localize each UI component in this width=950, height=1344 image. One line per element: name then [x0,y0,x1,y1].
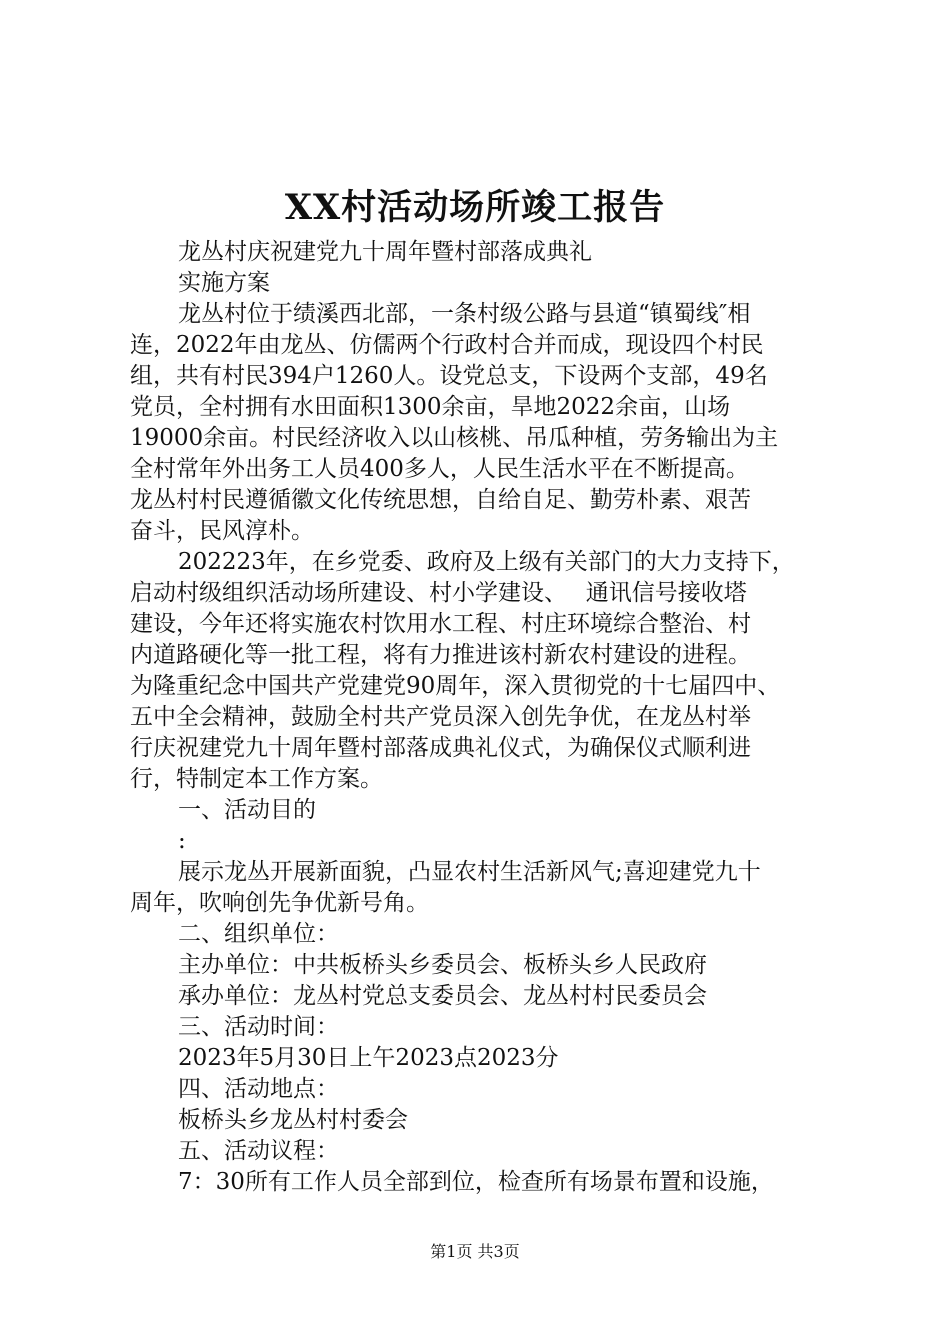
page-footer: 第1页 共3页 [430,1242,520,1261]
paragraph-line: 7：30所有工作人员全部到位，检查所有场景布置和设施， [178,1169,774,1195]
paragraph-line: 建设，今年还将实施农村饮用水工程、村庄环境综合整治、村 [130,611,751,637]
paragraph-line: 主办单位：中共板桥头乡委员会、板桥头乡人民政府 [178,952,707,978]
paragraph-line: 龙丛村位于绩溪西北部，一条村级公路与县道“镇蜀线″相 [178,301,751,327]
section-heading: 四、活动地点： [178,1076,339,1102]
paragraph-line: 承办单位：龙丛村党总支委员会、龙丛村村民委员会 [178,983,707,1009]
paragraph-line: 组，共有村民394户1260人。设党总支，下设两个支部，49名 [130,363,768,389]
paragraph-line: 202223年，在乡党委、政府及上级有关部门的大力支持下， [178,549,795,575]
paragraph-line: : [178,828,186,854]
paragraph-line: 板桥头乡龙丛村村委会 [178,1107,408,1133]
paragraph-line: 龙丛村村民遵循徽文化传统思想，自给自足、勤劳朴素、艰苦 [130,487,751,513]
paragraph-line: 全村常年外出务工人员400多人，人民生活水平在不断提高。 [130,456,749,482]
section-heading: 二、组织单位： [178,921,339,947]
paragraph-line: 为隆重纪念中国共产党建党90周年，深入贯彻党的十七届四中、 [130,673,781,699]
paragraph-line: 党员，全村拥有水田面积1300余亩，旱地2022余亩，山场 [130,394,731,420]
paragraph-line: 行，特制定本工作方案。 [130,766,383,792]
paragraph-line: 五中全会精神，鼓励全村共产党员深入创先争优，在龙丛村举 [130,704,751,730]
section-heading: 五、活动议程： [178,1138,339,1164]
paragraph-line: 周年，吹响创先争优新号角。 [130,890,429,916]
section-heading: 一、活动目的 [178,797,316,823]
document-title: XX村活动场所竣工报告 [284,187,666,228]
paragraph-line: 启动村级组织活动场所建设、村小学建设、 通讯信号接收塔 [130,580,747,606]
paragraph-line: 奋斗，民风淳朴。 [130,518,314,544]
paragraph-line: 19000余亩。村民经济收入以山核桃、吊瓜种植，劳务输出为主 [130,425,779,451]
paragraph-line: 2023年5月30日上午2023点2023分 [178,1045,559,1071]
paragraph-line: 展示龙丛开展新面貌，凸显农村生活新风气;喜迎建党九十 [178,859,761,885]
subtitle-line: 实施方案 [178,270,270,296]
paragraph-line: 行庆祝建党九十周年暨村部落成典礼仪式，为确保仪式顺利进 [130,735,751,761]
paragraph-line: 连，2022年由龙丛、仿儒两个行政村合并而成，现设四个村民 [130,332,764,358]
paragraph-line: 内道路硬化等一批工程，将有力推进该村新农村建设的进程。 [130,642,751,668]
subtitle-line: 龙丛村庆祝建党九十周年暨村部落成典礼 [178,239,592,265]
section-heading: 三、活动时间： [178,1014,339,1040]
